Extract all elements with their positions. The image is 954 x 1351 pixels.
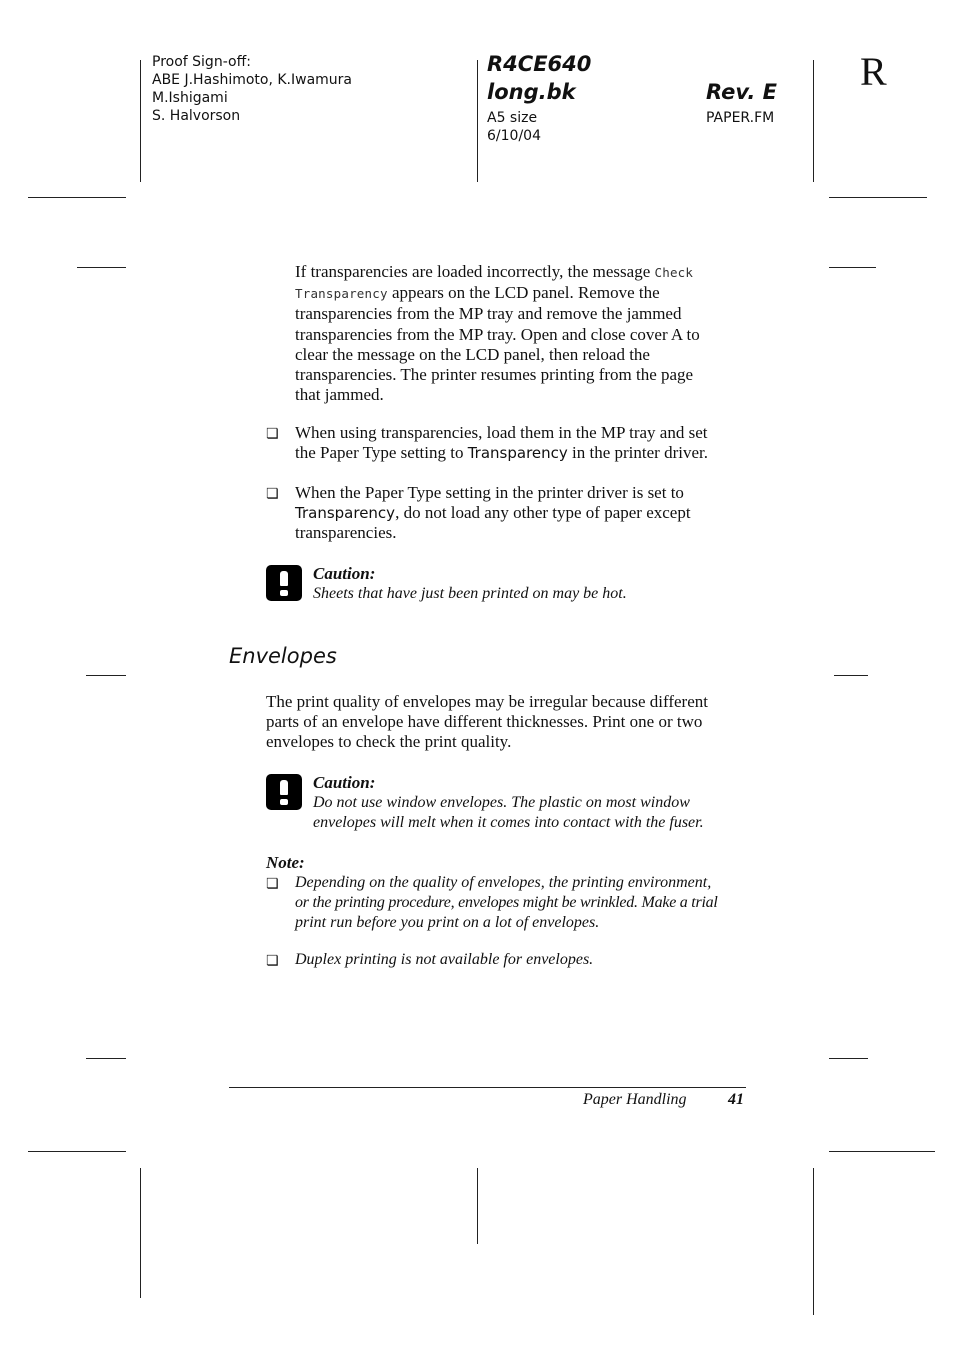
file-name: PAPER.FM xyxy=(706,110,775,126)
note-line: Depending on the quality of envelopes, the printing environment, xyxy=(295,874,712,891)
proof-line: ABE J.Hashimoto, K.Iwamura xyxy=(152,72,353,88)
section-heading-envelopes: Envelopes xyxy=(229,644,337,668)
caution-line: envelopes will melt when it comes into contact with the fuser. xyxy=(313,814,704,832)
book-file: long.bk xyxy=(487,80,576,104)
bullet-text: in the printer driver. xyxy=(572,443,708,463)
note-item-duplex xyxy=(295,950,765,970)
proof-line: S. Halvorson xyxy=(152,108,241,124)
paragraph-line: transparencies from the MP tray and remove the jammed xyxy=(295,304,682,324)
envelopes-paragraph xyxy=(266,692,756,753)
paragraph-line: envelopes to check the print quality. xyxy=(266,732,512,752)
paragraph-text: If transparencies are loaded incorrectly, the message xyxy=(295,262,651,281)
paragraph-line: transparencies. The printer resumes printing from the page xyxy=(295,365,694,385)
setting-value: Transparency xyxy=(295,504,396,523)
proof-line: Proof Sign-off: xyxy=(152,54,251,70)
note-line: or the printing procedure, envelopes might be wrinkled. Make a trial xyxy=(295,894,718,912)
bullet-line: When using transparencies, load them in the MP tray and set xyxy=(295,423,708,442)
header-date: 6/10/04 xyxy=(487,128,541,144)
caution-icon xyxy=(266,774,302,810)
footer-section: Paper Handling xyxy=(583,1091,687,1108)
page-number: 41 xyxy=(728,1091,744,1108)
caution-line: Do not use window envelopes. The plastic on most window xyxy=(313,794,690,812)
proof-line: M.Ishigami xyxy=(152,90,228,106)
paragraph-line: The print quality of envelopes may be irregular because different xyxy=(266,692,708,711)
bullet-checkbox-icon: ❏ xyxy=(266,486,279,502)
paragraph-line: clear the message on the LCD panel, then reload the xyxy=(295,344,650,364)
bullet-transparency-load xyxy=(295,423,765,463)
bullet-checkbox-icon: ❏ xyxy=(266,876,279,892)
note-title: Note: xyxy=(266,853,305,872)
revision: Rev. E xyxy=(706,80,777,104)
bullet-text: , do not load any other type of paper except xyxy=(395,503,691,523)
note-line: Duplex printing is not available for envelopes. xyxy=(295,951,594,968)
caution-text: Sheets that have just been printed on may be hot. xyxy=(313,585,627,603)
paragraph-text: appears on the LCD panel. Remove the xyxy=(391,283,660,303)
bullet-checkbox-icon: ❏ xyxy=(266,953,279,969)
paragraph-line: that jammed. xyxy=(295,385,384,405)
bullet-checkbox-icon: ❏ xyxy=(266,426,279,442)
note-item-wrinkle xyxy=(295,873,765,934)
lcd-message: Transparency xyxy=(295,286,388,302)
transparency-jam-paragraph xyxy=(295,262,755,405)
bullet-text: the Paper Type setting to xyxy=(295,443,464,463)
caution-title: Caution: xyxy=(313,564,376,583)
bullet-line: When the Paper Type setting in the printer driver is set to xyxy=(295,483,684,502)
paragraph-line: parts of an envelope have different thicknesses. Print one or two xyxy=(266,712,703,732)
lcd-message: Check xyxy=(654,265,694,280)
setting-value: Transparency xyxy=(467,444,568,463)
caution-hot-sheets xyxy=(313,564,753,604)
proof-signoff xyxy=(152,53,352,125)
chapter-letter: R xyxy=(860,49,887,94)
footer-rule xyxy=(229,1087,746,1088)
paragraph-line: transparencies from the MP tray. Open and close cover A to xyxy=(295,324,700,344)
note-line: print run before you print on a lot of envelopes. xyxy=(295,914,600,932)
caution-title: Caution: xyxy=(313,773,376,792)
bullet-line: transparencies. xyxy=(295,523,397,543)
bullet-transparency-setting xyxy=(295,483,765,544)
caution-window-envelopes xyxy=(313,773,753,834)
caution-icon xyxy=(266,565,302,601)
page-size: A5 size xyxy=(487,110,538,126)
book-code: R4CE640 xyxy=(487,52,592,76)
